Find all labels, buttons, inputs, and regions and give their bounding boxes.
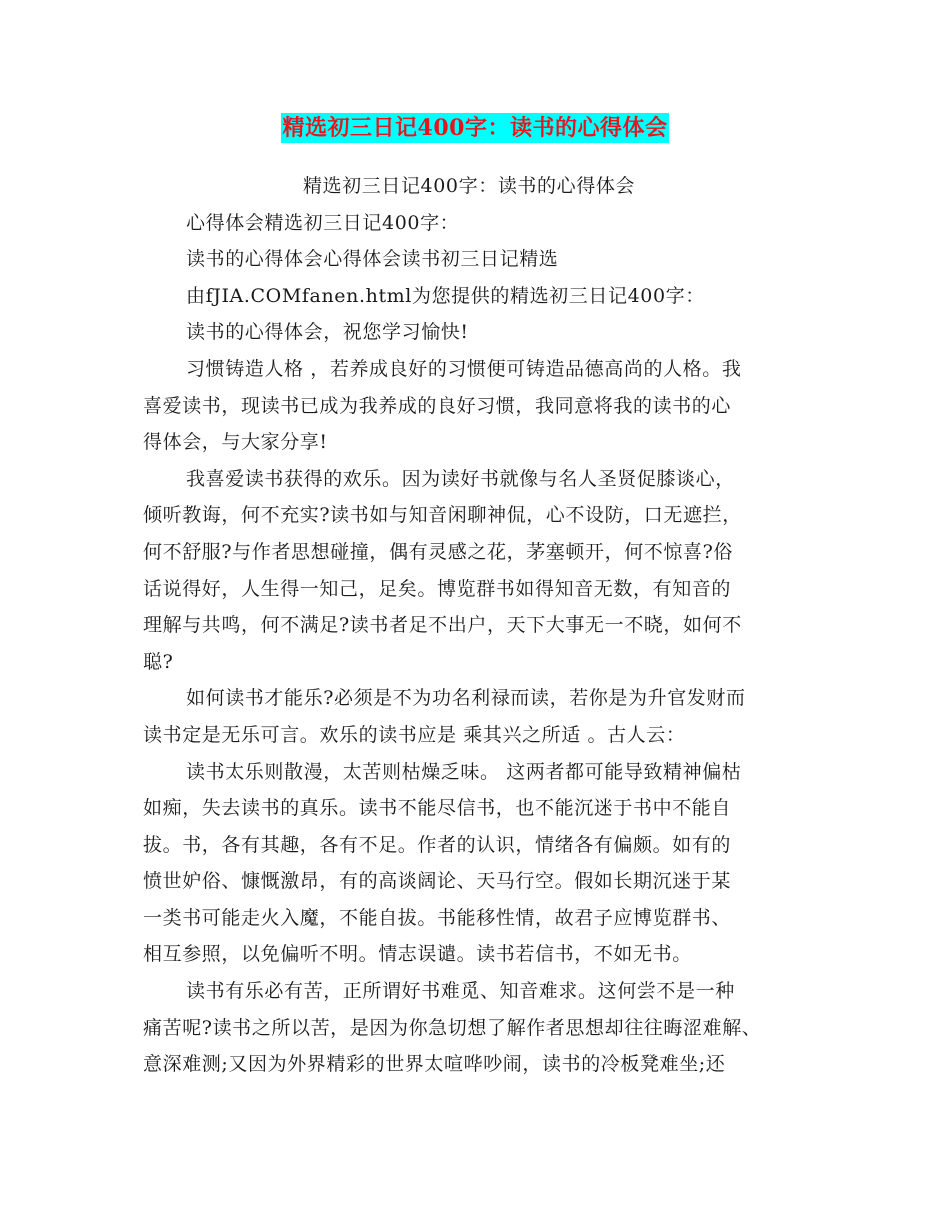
text-line: 拔。书，各有其趣，各有不足。作者的认识，情绪各有偏颇。如有的 bbox=[143, 833, 732, 856]
text-line: 何不舒服?与作者思想碰撞，偶有灵感之花，茅塞顿开，何不惊喜?俗 bbox=[143, 540, 733, 563]
text-line: 读书有乐必有苦，正所谓好书难觅、知音难求。这何尝不是一种 bbox=[186, 980, 735, 1003]
text-line: 得体会，与大家分享! bbox=[143, 431, 328, 454]
text-line: 由fJIA.COMfanen.html为您提供的精选初三日记400字： bbox=[186, 284, 705, 307]
document-body bbox=[143, 168, 815, 1083]
text-line: 愤世妒俗、慷慨激昂，有的高谈阔论、天马行空。假如长期沉迷于某 bbox=[143, 870, 732, 893]
text-line: 相互参照，以免偏听不明。情志误谴。读书若信书，不如无书。 bbox=[143, 943, 692, 966]
text-line: 习惯铸造人格 ，若养成良好的习惯便可铸造品德高尚的人格。我 bbox=[186, 357, 742, 380]
text-line: 痛苦呢?读书之所以苦，是因为你急切想了解作者思想却往往晦涩难解、 bbox=[143, 1016, 762, 1039]
text-line: 倾听教诲，何不充实?读书如与知音闲聊神侃，心不设防，口无遮拦， bbox=[143, 504, 742, 527]
text-line: 读书的心得体会心得体会读书初三日记精选 bbox=[186, 248, 559, 271]
text-line: 聪? bbox=[143, 650, 174, 673]
text-line: 一类书可能走火入魔，不能自拔。书能移性情，故君子应博览群书、 bbox=[143, 906, 732, 929]
document-subtitle: 精选初三日记400字：读书的心得体会 bbox=[302, 175, 636, 197]
text-line: 意深难测;又因为外界精彩的世界太喧哗吵闹，读书的冷板凳难坐;还 bbox=[143, 1053, 726, 1076]
title-container bbox=[0, 113, 950, 143]
text-line: 读书的心得体会，祝您学习愉快! bbox=[186, 321, 469, 344]
text-line: 读书定是无乐可言。欢乐的读书应是 乘其兴之所适 。古人云： bbox=[143, 723, 686, 746]
text-line: 理解与共鸣，何不满足?读书者足不出户，天下大事无一不晓，如何不 bbox=[143, 614, 742, 637]
text-line: 喜爱读书，现读书已成为我养成的良好习惯，我同意将我的读书的心 bbox=[143, 394, 732, 417]
text-line: 如痴，失去读书的真乐。读书不能尽信书，也不能沉迷于书中不能自 bbox=[143, 797, 732, 820]
text-line: 如何读书才能乐?必须是不为功名利禄而读，若你是为升官发财而 bbox=[186, 687, 746, 710]
text-line: 话说得好，人生得一知己，足矣。博览群书如得知音无数，有知音的 bbox=[143, 577, 732, 600]
text-line: 我喜爱读书获得的欢乐。因为读好书就像与名人圣贤促膝谈心， bbox=[186, 467, 735, 490]
text-line: 心得体会精选初三日记400字： bbox=[186, 211, 460, 234]
text-line: 读书太乐则散漫，太苦则枯燥乏味。 这两者都可能导致精神偏枯 bbox=[186, 760, 742, 783]
document-title: 精选初三日记400字：读书的心得体会 bbox=[282, 115, 668, 141]
